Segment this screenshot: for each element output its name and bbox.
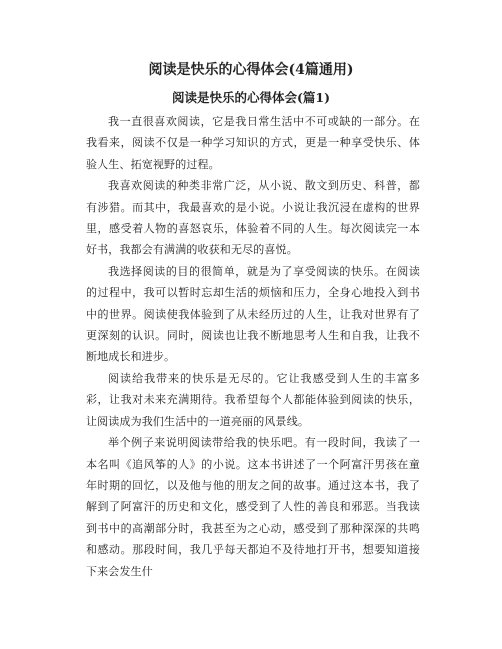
paragraph-2: 我喜欢阅读的种类非常广泛，从小说、散文到历史、科普，都有涉猎。而其中，我最喜欢的是小说。小说让我沉浸在虚构的世界里，感受着人物的喜怒哀乐，体验着不同的人生。每次阅读完一本好书，我都会有满满的收获和无尽的喜悦。 (86, 179, 420, 257)
paragraph-3: 我选择阅读的目的很简单，就是为了享受阅读的快乐。在阅读的过程中，我可以暂时忘却生活的烦恼和压力，全身心地投入到书中的世界。阅读使我体验到了从未经历过的人生，让我对世界有了更深刻的认识。同时，阅读也让我不断地思考人生和自我，让我不断地成长和进步。 (86, 264, 420, 364)
paragraph-5: 举个例子来说明阅读带给我的快乐吧。有一段时间，我读了一本名叫《追风筝的人》的小说。这本书讲述了一个阿富汗男孩在童年时期的回忆，以及他与他的朋友之间的故事。通过这本书，我了解到了阿富汗的历史和文化，感受到了人性的善良和邪恶。当我读到书中的高潮部分时，我甚至为之心动，感受到了那种深深的共鸣和感动。那段时间，我几乎每天都迫不及待地打开书，想要知道接下来会发生什 (86, 436, 420, 578)
paragraph-1: 我一直很喜欢阅读，它是我日常生活中不可或缺的一部分。在我看来，阅读不仅是一种学习知识的方式，更是一种享受快乐、体验人生、拓宽视野的过程。 (86, 115, 420, 171)
document-body (86, 111, 420, 582)
document-title: 阅读是快乐的心得体会(4篇通用) (148, 62, 354, 78)
section-title: 阅读是快乐的心得体会(篇1) (171, 90, 331, 105)
paragraph-4: 阅读给我带来的快乐是无尽的。它让我感受到人生的丰富多彩，让我对未来充满期待。我希望每个人都能体验到阅读的快乐，让阅读成为我们生活中的一道亮丽的风景线。 (86, 371, 420, 428)
